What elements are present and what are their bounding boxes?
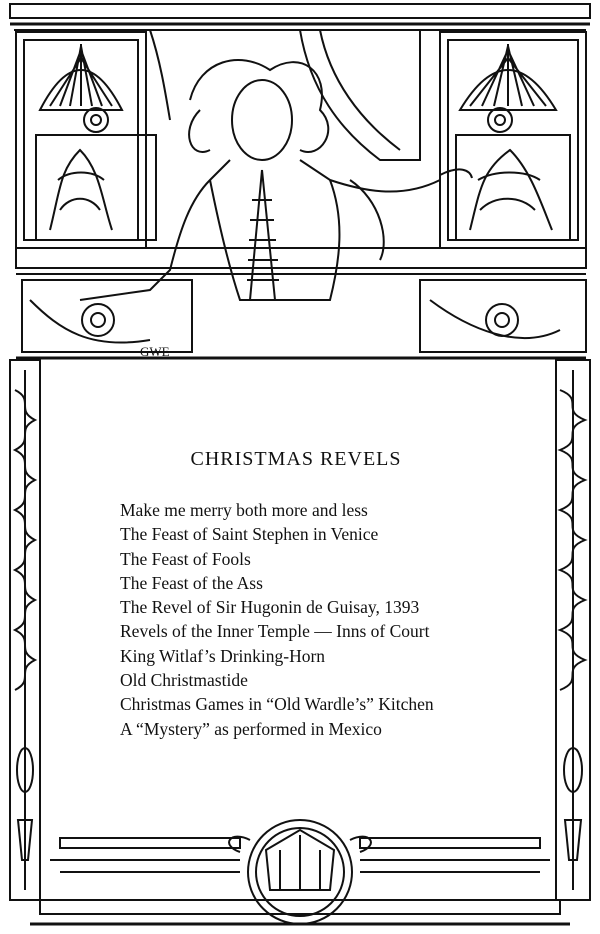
list-item: The Feast of the Ass — [120, 572, 263, 593]
list-item: The Feast of Fools — [120, 548, 251, 569]
top-cornice — [10, 4, 590, 18]
list-item: King Witlaf’s Drinking-Horn — [120, 645, 326, 666]
contents-list — [120, 498, 434, 741]
artist-signature: GWE — [140, 344, 170, 359]
list-item: The Feast of Saint Stephen in Venice — [120, 524, 379, 545]
list-item: Old Christmastide — [120, 670, 248, 691]
list-item: Christmas Games in “Old Wardle’s” Kitchen — [120, 694, 434, 715]
right-pilaster — [556, 360, 590, 900]
list-item: Make me merry both more and less — [120, 500, 368, 520]
page-title: CHRISTMAS REVELS — [190, 448, 402, 470]
balcony-ledge — [16, 248, 586, 358]
list-item: Revels of the Inner Temple — Inns of Court — [120, 621, 430, 642]
list-item: The Revel of Sir Hugonin de Guisay, 1393 — [120, 597, 420, 618]
list-item: A “Mystery” as performed in Mexico — [120, 718, 382, 739]
right-shell-niche — [440, 32, 586, 248]
bottom-base-medallion — [30, 820, 570, 924]
left-pilaster — [10, 360, 40, 900]
left-shell-niche — [16, 32, 156, 248]
text-panel — [40, 372, 552, 820]
